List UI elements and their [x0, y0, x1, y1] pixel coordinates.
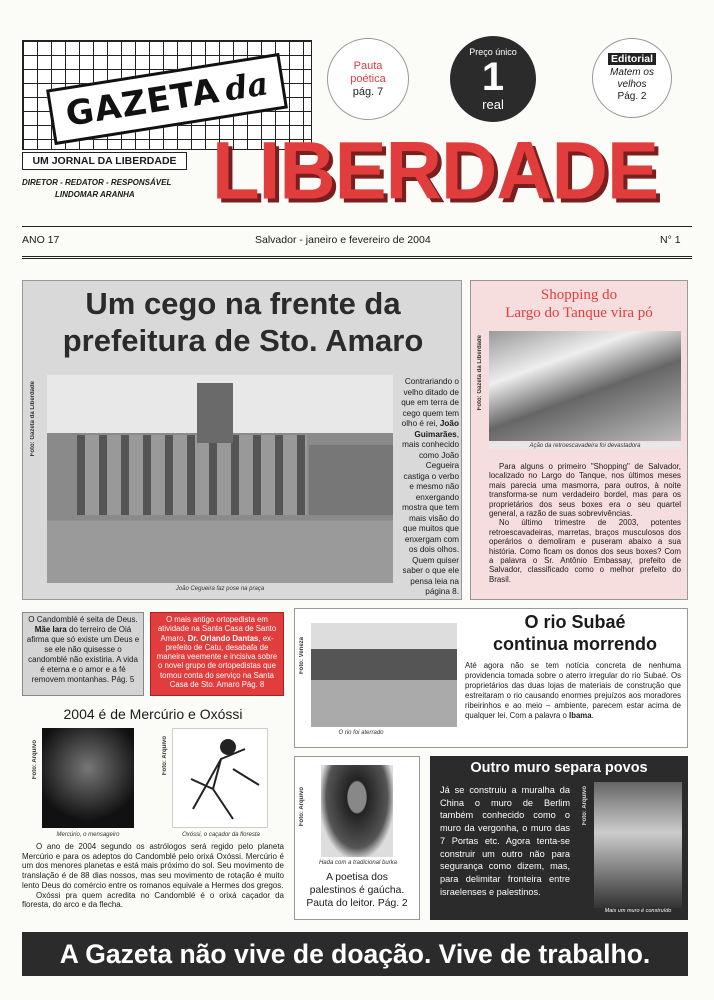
rio-photo-credit: Foto: Veneza: [299, 637, 305, 675]
mercurio-headline: 2004 é de Mercúrio e Oxóssi: [63, 706, 243, 722]
rio-body-p2: .: [591, 710, 594, 720]
rio-photo-caption: O rio foi aterrado: [338, 730, 384, 736]
badge-price-value: 1: [481, 54, 505, 99]
rio-body-p1: Até agora não se tem notícia concreta de nenhuma providencia tomada sobre o aterro irregular do rio Subaé. Os proprietários das duas lojas de materiais de construção que estreitaram o rio causando enormes prejuízos aos moradores ribeirinhos e ao meio – ambiente, parecem estar acima de qualquer lei. Com a palavra o: [465, 661, 681, 720]
shopping-photo-caption: Ação da retroescavadeira foi devastadora: [489, 443, 681, 449]
lead-body-p2: , mais conhecido como João Cegueira castiga o verbo e mesmo não enxergando mostra que tem mais visão do que muitos que enxergam com os dois olhos. Quem quiser saber o que ele pensa leia na página 8.: [402, 429, 459, 596]
poetisa-box[interactable]: [294, 756, 420, 920]
shopping-headline-2: Largo do Tanque vira pó: [505, 305, 653, 321]
poetisa-l3: Pauta do leitor. Pág. 2: [306, 898, 408, 909]
muro-story[interactable]: [430, 756, 688, 920]
badge-editorial[interactable]: [592, 38, 672, 118]
orthopedist-box[interactable]: [150, 612, 284, 696]
candomble-t1: O Candomblé é seita de Deus.: [28, 615, 138, 624]
poetisa-photo-credit: Foto: Arquivo: [299, 787, 305, 827]
lead-body-p1: Contrariando o velho ditado de que em terra de cego quem tem olho é rei,: [401, 377, 459, 428]
oxossi-illustration: [172, 728, 268, 828]
badge-pauta-l1: Pauta: [353, 59, 383, 72]
mercurio-body: [22, 842, 284, 910]
badge-editorial-title: Editorial: [608, 53, 656, 65]
poetisa-photo-caption: Hada com a tradicional burka: [318, 860, 398, 866]
lead-photo-caption: João Cegueira faz pose na praça: [175, 586, 265, 592]
badge-pauta-l2: poética: [350, 72, 386, 85]
lead-story[interactable]: [22, 280, 462, 600]
shopping-photo: [489, 331, 681, 441]
dateline-place-date: Salvador - janeiro e fevereiro de 2004: [255, 234, 431, 246]
rio-headline-2: continua morrendo: [492, 634, 657, 654]
footer-slogan: A Gazeta não vive de doação. Vive de trabalho.: [59, 938, 651, 969]
badge-editorial-l1: Matem os: [610, 67, 654, 78]
candomble-box[interactable]: [22, 612, 144, 696]
shopping-story[interactable]: [470, 280, 688, 600]
mercurio-caption-2: Oxóssi, o caçador da floresta: [182, 832, 260, 838]
lead-body-name: João Guimarães: [414, 419, 459, 439]
logo-script: da: [222, 64, 271, 109]
rio-body-name: Ibama: [569, 710, 592, 720]
badge-editorial-l2: velhos: [617, 79, 647, 90]
poetisa-l1: A poetisa dos: [326, 872, 388, 883]
rio-body: [465, 661, 681, 720]
muro-body: Já se construiu a muralha da China o muro de Berlim também conhecido como o muro da vergonha, o muro das 7 Portas etc. Agora tenta-se construir um outro não para segurança como dizem, mas, para delimitar fronteira entre israelenses e palestinos.: [440, 785, 570, 897]
staff-role: DIRETOR - REDATOR - RESPONSÁVEL: [22, 178, 172, 187]
shopping-body: [489, 462, 681, 584]
mercurio-body-p2: Oxóssi pra quem acredita no Candomblé é o orixá caçador da floresta, do arco e da flecha.: [22, 890, 284, 910]
staff-name: LINDOMAR ARANHA: [55, 190, 135, 199]
lead-headline: Um cego na frente da prefeitura de Sto. Amaro: [62, 286, 424, 358]
poetisa-text: [295, 871, 419, 910]
tagline: UM JORNAL DA LIBERDADE: [32, 155, 177, 167]
masthead-title: LIBERDADE: [212, 123, 659, 217]
lead-body: [399, 377, 459, 598]
shopping-headline-1: Shopping do: [540, 287, 618, 303]
dateline-rule-top: [22, 226, 692, 227]
logo-text: GAZETA: [63, 70, 223, 135]
lead-photo: [47, 375, 393, 583]
shopping-body-p1: Para alguns o primeiro "Shopping" de Salvador, localizado no Largo do Tanque, nos últimos meses mais parecia uma masmorra, para outros, à noite transforma-se num verdadeiro bordel, mas para os proprietários dos seus boxes era o seu quartel general, a razão de suas sobrevivências.: [489, 462, 681, 519]
mercurio-credit-1: Foto: Arquivo: [32, 740, 38, 780]
orthopedist-t2: , ex-prefeito de Catu, desabafa de maneira veemente e incisiva sobre o novel grupo de ortopedistas que tomou conta do serviço na Santa Casa de Sto. Amaro Pág. 8: [156, 633, 278, 690]
rio-photo: [311, 623, 457, 727]
badge-pauta-l3: pág. 7: [352, 85, 384, 98]
badge-price-label: Preço único: [469, 46, 517, 57]
orthopedist-t1: O mais antigo ortopedista em atividade na Santa Casa de Santo Amaro,: [157, 615, 277, 643]
poetisa-l2: palestinos é gaúcha.: [309, 885, 405, 896]
orthopedist-name: Dr. Orlando Dantas: [187, 633, 259, 643]
dateline-year: ANO 17: [22, 234, 60, 246]
badge-price-unit: real: [482, 96, 504, 112]
candomble-t2: do terreiro de Oiá afirma que só existe um Deus e se ele não quisesse o candomblé não existiria. A vida é eterna e o amor e a fé removem montanhas. Pág. 5: [26, 625, 140, 684]
mercurio-caption-1: Mercúrio, o mensageiro: [56, 832, 120, 838]
mercurio-photo: [42, 728, 134, 828]
dateline-rule-bottom: [22, 256, 692, 259]
lead-photo-credit: Foto: Gazeta da Liberdade: [30, 381, 36, 457]
tagline-box: [22, 152, 187, 170]
muro-photo: [594, 782, 682, 908]
badge-price: [450, 36, 536, 122]
shopping-photo-credit: Foto: Gazeta da Liberdade: [477, 335, 483, 411]
badge-editorial-l3: Pág. 2: [617, 91, 647, 102]
poetisa-photo: [321, 765, 393, 857]
muro-headline: Outro muro separa povos: [470, 760, 648, 776]
rio-headline-1: O rio Subaé: [524, 612, 626, 632]
muro-photo-caption: Mais um muro é construído: [604, 908, 672, 914]
muro-photo-credit: Foto: Arquivo: [582, 786, 588, 826]
candomble-name: Mãe Iara: [34, 625, 67, 634]
mercurio-credit-2: Foto: Arquivo: [162, 736, 168, 776]
mercurio-body-p1: O ano de 2004 segundo os astrólogos será regido pelo planeta Mercúrio e para os adeptos do Candomblé pelo orixá Oxóssi. Mercúrio é um dos menores planetas e está mais próximo do sol. Seu movimento de translação é de 88 dias nossos, mas seu movimento de rotação é muito lento Deus do comércio entre os romanos equivale a Hermes dos gregos.: [22, 842, 284, 890]
dateline-number: N° 1: [660, 234, 681, 246]
badge-pauta-poetica[interactable]: [327, 38, 409, 120]
footer-banner: [22, 932, 688, 976]
shopping-body-p2: No último trimestre de 2003, potentes retroescavadeiras, marretas, braços musculosos dos operários o demoliram e puseram abaixo a sua história. Como ficam os donos dos seus boxes? Com a palavra o Sr. Antônio Embassay, prefeito de Salvador, classificado como o melhor prefeito do Brasil.: [489, 518, 681, 584]
rio-story[interactable]: [294, 608, 688, 748]
